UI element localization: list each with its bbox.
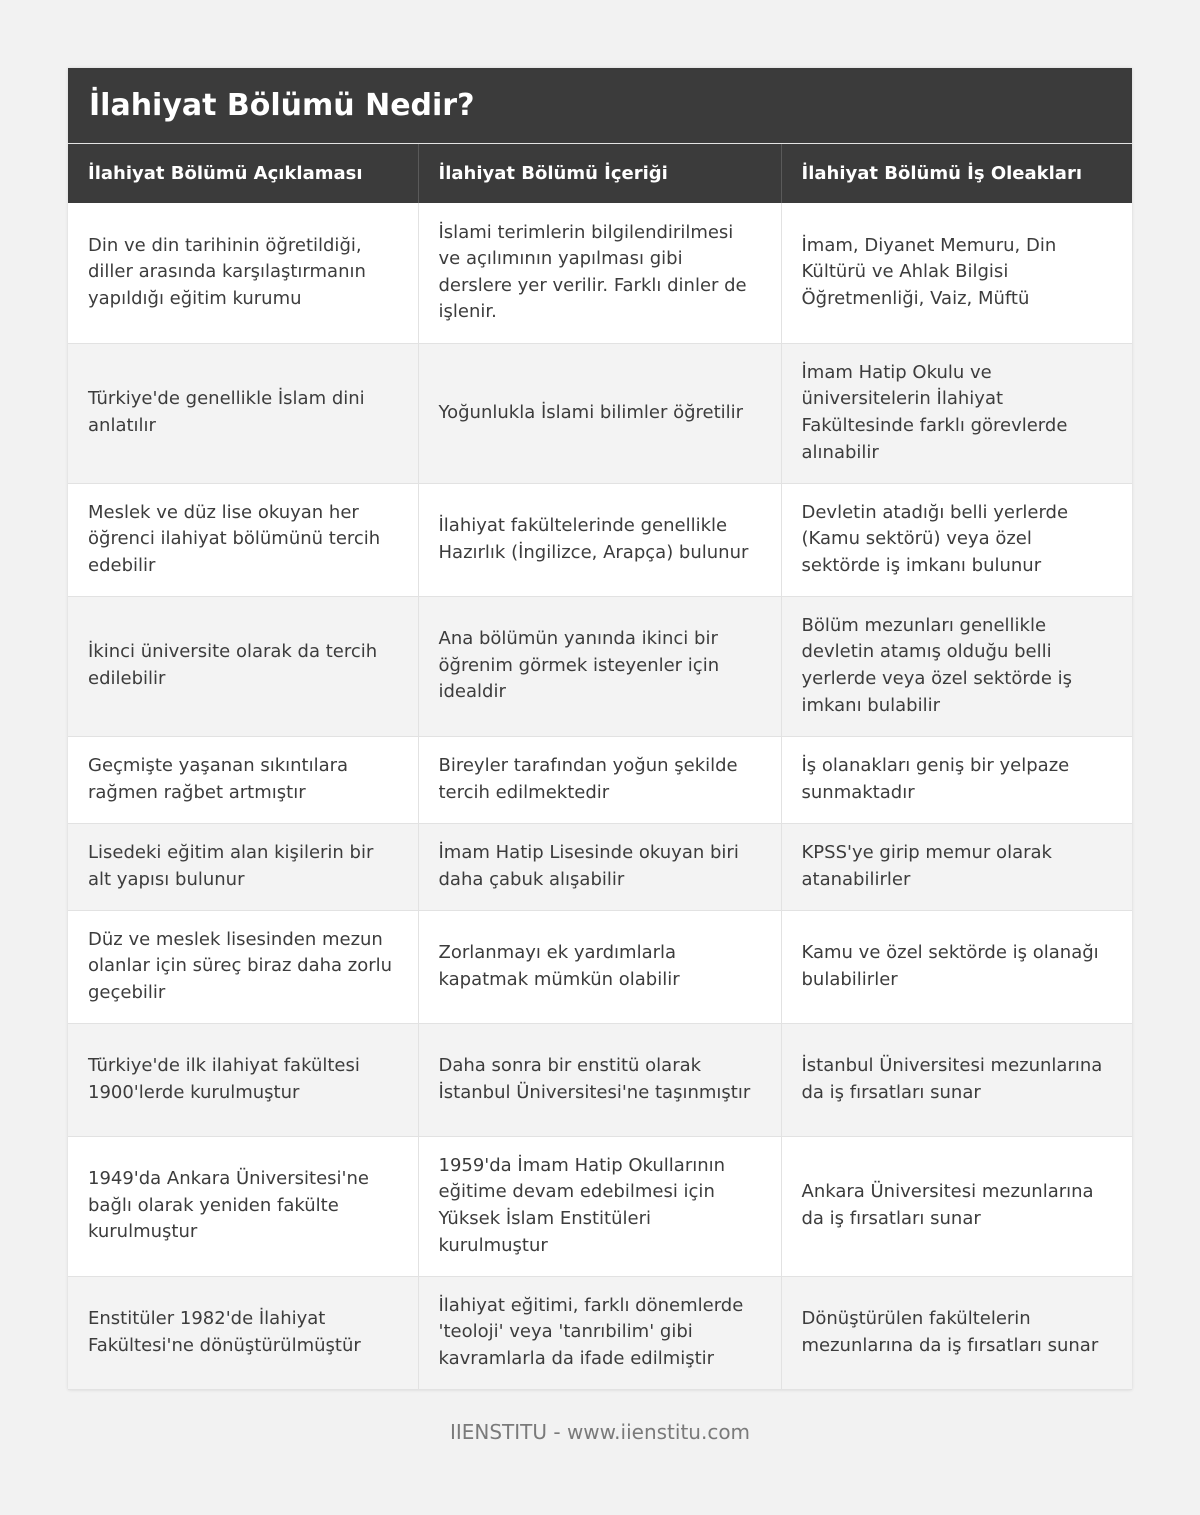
- table-cell: Düz ve meslek lisesinden mezun olanlar için süreç biraz daha zorlu geçebilir: [68, 910, 418, 1023]
- footer-credit: IIENSTITU - www.iienstitu.com: [449, 1420, 751, 1444]
- table-cell: Din ve din tarihinin öğretildiği, diller arasında karşılaştırmanın yapıldığı eğitim kurumu: [68, 203, 418, 343]
- table-cell: İstanbul Üniversitesi mezunlarına da iş fırsatları sunar: [781, 1023, 1132, 1136]
- info-table: [68, 144, 1132, 1390]
- table-row: [68, 483, 1132, 596]
- table-cell: İkinci üniversite olarak da tercih edilebilir: [68, 596, 418, 736]
- table-row: [68, 1136, 1132, 1276]
- table-cell: İlahiyat fakültelerinde genellikle Hazırlık (İngilizce, Arapça) bulunur: [418, 483, 781, 596]
- page-title: İlahiyat Bölümü Nedir?: [68, 68, 1132, 144]
- table-cell: İş olanakları geniş bir yelpaze sunmaktadır: [781, 736, 1132, 823]
- table-cell: Devletin atadığı belli yerlerde (Kamu sektörü) veya özel sektörde iş imkanı bulunur: [781, 483, 1132, 596]
- table-cell: Ana bölümün yanında ikinci bir öğrenim görmek isteyenler için idealdir: [418, 596, 781, 736]
- table-row: [68, 1276, 1132, 1389]
- table-cell: KPSS'ye girip memur olarak atanabilirler: [781, 823, 1132, 910]
- table-cell: Ankara Üniversitesi mezunlarına da iş fırsatları sunar: [781, 1136, 1132, 1276]
- table-row: [68, 1023, 1132, 1136]
- table-row: [68, 736, 1132, 823]
- table-cell: İmam, Diyanet Memuru, Din Kültürü ve Ahlak Bilgisi Öğretmenliği, Vaiz, Müftü: [781, 203, 1132, 343]
- table-row: [68, 343, 1132, 483]
- column-header-icerik: İlahiyat Bölümü İçeriği: [418, 144, 781, 203]
- table-cell: Dönüştürülen fakültelerin mezunlarına da iş fırsatları sunar: [781, 1276, 1132, 1389]
- column-header-is-olanaklari: İlahiyat Bölümü İş Oleakları: [781, 144, 1132, 203]
- table-row: [68, 596, 1132, 736]
- table-header-row: [68, 144, 1132, 203]
- table-cell: Kamu ve özel sektörde iş olanağı bulabilirler: [781, 910, 1132, 1023]
- table-cell: Lisedeki eğitim alan kişilerin bir alt yapısı bulunur: [68, 823, 418, 910]
- table-cell: 1949'da Ankara Üniversitesi'ne bağlı olarak yeniden fakülte kurulmuştur: [68, 1136, 418, 1276]
- table-cell: Türkiye'de ilk ilahiyat fakültesi 1900'lerde kurulmuştur: [68, 1023, 418, 1136]
- table-row: [68, 823, 1132, 910]
- table-cell: Daha sonra bir enstitü olarak İstanbul Üniversitesi'ne taşınmıştır: [418, 1023, 781, 1136]
- table-row: [68, 203, 1132, 343]
- table-cell: Zorlanmayı ek yardımlarla kapatmak mümkün olabilir: [418, 910, 781, 1023]
- table-cell: Bireyler tarafından yoğun şekilde tercih edilmektedir: [418, 736, 781, 823]
- info-card: [68, 68, 1132, 1390]
- table-row: [68, 910, 1132, 1023]
- table-cell: İlahiyat eğitimi, farklı dönemlerde 'teoloji' veya 'tanrıbilim' gibi kavramlarla da ifade edilmiştir: [418, 1276, 781, 1389]
- table-cell: İslami terimlerin bilgilendirilmesi ve açılımının yapılması gibi derslere yer verilir. Farklı dinler de işlenir.: [418, 203, 781, 343]
- table-cell: Enstitüler 1982'de İlahiyat Fakültesi'ne dönüştürülmüştür: [68, 1276, 418, 1389]
- table-cell: Bölüm mezunları genellikle devletin atamış olduğu belli yerlerde veya özel sektörde iş imkanı bulabilir: [781, 596, 1132, 736]
- table-cell: İmam Hatip Lisesinde okuyan biri daha çabuk alışabilir: [418, 823, 781, 910]
- table-cell: Geçmişte yaşanan sıkıntılara rağmen rağbet artmıştır: [68, 736, 418, 823]
- table-cell: İmam Hatip Okulu ve üniversitelerin İlahiyat Fakültesinde farklı görevlerde alınabilir: [781, 343, 1132, 483]
- table-cell: Meslek ve düz lise okuyan her öğrenci ilahiyat bölümünü tercih edebilir: [68, 483, 418, 596]
- table-cell: 1959'da İmam Hatip Okullarının eğitime devam edebilmesi için Yüksek İslam Enstitüleri kurulmuştur: [418, 1136, 781, 1276]
- table-cell: Yoğunlukla İslami bilimler öğretilir: [418, 343, 781, 483]
- column-header-aciklama: İlahiyat Bölümü Açıklaması: [68, 144, 418, 203]
- table-cell: Türkiye'de genellikle İslam dini anlatılır: [68, 343, 418, 483]
